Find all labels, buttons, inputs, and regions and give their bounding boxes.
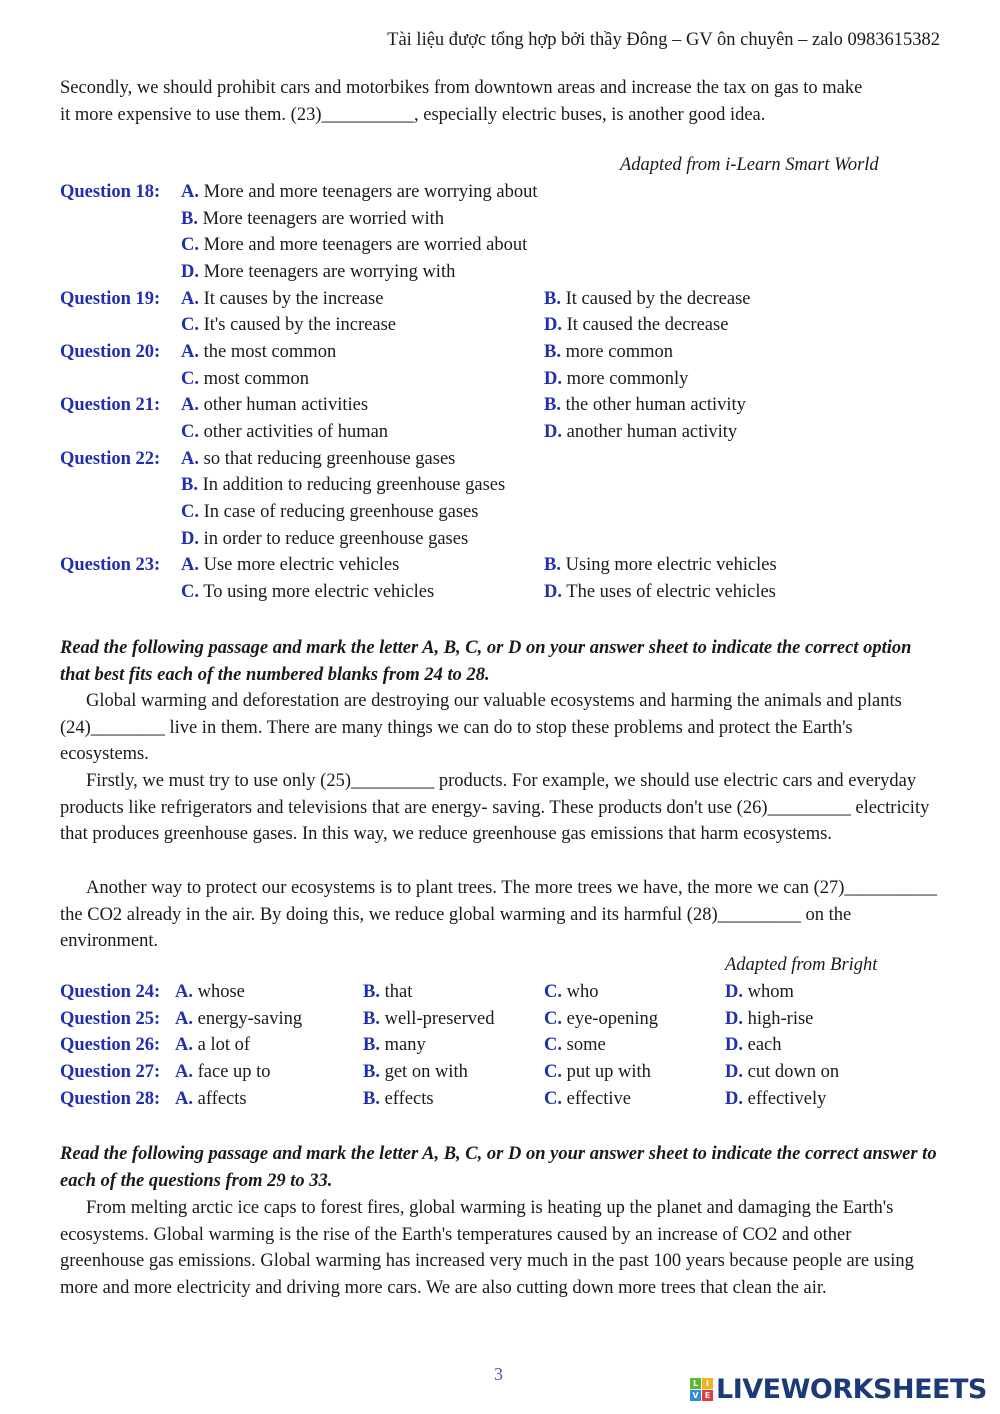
q18-option-a[interactable]: [181, 182, 538, 203]
option-text: other human activities: [203, 395, 369, 415]
option-letter: B.: [544, 555, 561, 575]
q19-option-b[interactable]: [544, 289, 751, 310]
option-letter: A.: [175, 1035, 193, 1055]
q27-option-b[interactable]: [363, 1062, 468, 1083]
q28-option-d[interactable]: [725, 1089, 826, 1110]
q21-option-a[interactable]: [181, 395, 368, 416]
question-26-row: [60, 1035, 160, 1056]
q23-option-b[interactable]: [544, 555, 777, 576]
q21-option-b[interactable]: [544, 395, 746, 416]
option-letter: D.: [544, 315, 562, 335]
q26-option-d[interactable]: [725, 1035, 782, 1056]
option-text: Using more electric vehicles: [565, 555, 777, 575]
option-letter: D.: [725, 982, 743, 1002]
option-letter: D.: [181, 262, 199, 282]
q26-option-c[interactable]: [544, 1035, 606, 1056]
option-letter: A.: [181, 395, 199, 415]
intro-line-2: it more expensive to use them. (23)__________, especially electric buses, is another good idea.: [60, 104, 766, 125]
option-text: that: [384, 982, 413, 1002]
option-letter: B.: [181, 475, 198, 495]
logo-tile-e: E: [702, 1390, 713, 1401]
option-letter: C.: [181, 422, 199, 442]
option-letter: C.: [544, 1009, 562, 1029]
option-letter: C.: [181, 502, 199, 522]
option-letter: B.: [363, 1009, 380, 1029]
option-letter: A.: [181, 449, 199, 469]
q19-option-d[interactable]: [544, 315, 728, 336]
q28-option-b[interactable]: [363, 1089, 434, 1110]
option-letter: C.: [544, 1062, 562, 1082]
option-letter: D.: [181, 529, 199, 549]
option-letter: D.: [725, 1035, 743, 1055]
question-21-label: Question 21:: [60, 395, 161, 415]
option-letter: A.: [181, 182, 199, 202]
option-letter: A.: [181, 342, 199, 362]
option-text: more commonly: [566, 369, 689, 389]
option-text: More teenagers are worried with: [202, 209, 445, 229]
option-letter: A.: [175, 1089, 193, 1109]
option-letter: B.: [363, 1089, 380, 1109]
option-letter: B.: [363, 1035, 380, 1055]
option-text: It causes by the increase: [203, 289, 384, 309]
option-text: In case of reducing greenhouse gases: [203, 502, 479, 522]
question-22-label: Question 22:: [60, 449, 161, 469]
option-letter: D.: [725, 1089, 743, 1109]
question-28-row: [60, 1089, 160, 1110]
q21-option-d[interactable]: [544, 422, 737, 443]
option-text: in order to reduce greenhouse gases: [203, 529, 469, 549]
q20-option-a[interactable]: [181, 342, 336, 363]
option-letter: C.: [544, 1089, 562, 1109]
q22-option-c[interactable]: [181, 502, 478, 523]
option-text: More and more teenagers are worried about: [203, 235, 528, 255]
section-2-instruction: Read the following passage and mark the letter A, B, C, or D on your answer sheet to indicate the correct option that best fits each of the numbered blanks from 24 to 28.: [60, 638, 912, 685]
passage-2-paragraph-3: Another way to protect our ecosystems is to plant trees. The more trees we have, the more we can (27)__________ the CO2 already in the air. By doing this, we reduce global warming and its harmful (28)_________ on the environment.: [60, 878, 937, 952]
option-letter: A.: [175, 1062, 193, 1082]
q22-option-a[interactable]: [181, 449, 455, 470]
option-text: get on with: [384, 1062, 468, 1082]
option-text: each: [747, 1035, 782, 1055]
logo-tile-v: V: [690, 1390, 701, 1401]
option-letter: B.: [363, 982, 380, 1002]
option-text: whom: [747, 982, 794, 1002]
option-text: so that reducing greenhouse gases: [203, 449, 456, 469]
option-letter: A.: [175, 1009, 193, 1029]
option-text: It's caused by the increase: [203, 315, 396, 335]
option-text: many: [384, 1035, 426, 1055]
option-letter: D.: [544, 422, 562, 442]
source-citation: Adapted from i-Learn Smart World: [620, 155, 879, 175]
option-letter: A.: [181, 555, 199, 575]
option-letter: B.: [181, 209, 198, 229]
q24-option-c[interactable]: [544, 982, 599, 1003]
option-text: eye-opening: [566, 1009, 659, 1029]
question-25-row: [60, 1009, 160, 1030]
q24-option-a[interactable]: [175, 982, 245, 1003]
option-letter: D.: [725, 1062, 743, 1082]
option-text: energy-saving: [197, 1009, 303, 1029]
option-text: put up with: [566, 1062, 651, 1082]
option-text: the other human activity: [565, 395, 746, 415]
option-text: the most common: [203, 342, 337, 362]
option-letter: A.: [175, 982, 193, 1002]
question-20-label: Question 20:: [60, 342, 161, 362]
q18-option-d[interactable]: [181, 262, 455, 283]
q20-option-b[interactable]: [544, 342, 673, 363]
option-letter: D.: [544, 369, 562, 389]
passage-3-paragraph-1: From melting arctic ice caps to forest fires, global warming is heating up the planet and damaging the Earth's ecosystems. Global warming is the rise of the Earth's temperatures caused by an increase of CO2 and other greenhouse gas emissions. Global warming has increased very much in the past 100 years because people are using more and more electricity and driving more cars. We are also cutting down more trees that clean the air.: [60, 1198, 914, 1298]
question-23-label: Question 23:: [60, 555, 161, 575]
question-19-label: Question 19:: [60, 289, 161, 309]
option-text: effects: [384, 1089, 434, 1109]
q26-option-a[interactable]: [175, 1035, 250, 1056]
option-text: In addition to reducing greenhouse gases: [202, 475, 506, 495]
q25-option-d[interactable]: [725, 1009, 813, 1030]
q25-option-c[interactable]: [544, 1009, 658, 1030]
q28-option-c[interactable]: [544, 1089, 631, 1110]
question-26-label: Question 26:: [60, 1035, 161, 1055]
option-letter: B.: [363, 1062, 380, 1082]
option-text: a lot of: [197, 1035, 251, 1055]
option-text: affects: [197, 1089, 247, 1109]
q20-option-d[interactable]: [544, 369, 688, 390]
q27-option-a[interactable]: [175, 1062, 271, 1083]
q27-option-c[interactable]: [544, 1062, 651, 1083]
q23-option-a[interactable]: [181, 555, 399, 576]
q22-option-d[interactable]: [181, 529, 468, 550]
q23-option-d[interactable]: [544, 582, 776, 603]
option-text: well-preserved: [384, 1009, 495, 1029]
q24-option-b[interactable]: [363, 982, 412, 1003]
q19-option-a[interactable]: [181, 289, 383, 310]
q26-option-b[interactable]: [363, 1035, 426, 1056]
q25-option-b[interactable]: [363, 1009, 495, 1030]
option-text: Use more electric vehicles: [203, 555, 400, 575]
option-text: another human activity: [566, 422, 738, 442]
option-letter: C.: [544, 1035, 562, 1055]
option-text: more common: [565, 342, 673, 362]
option-text: other activities of human: [203, 422, 389, 442]
q18-option-b[interactable]: [181, 209, 444, 230]
section-3-instruction: Read the following passage and mark the letter A, B, C, or D on your answer sheet to indicate the correct answer to each of the questions from 29 to 33.: [60, 1144, 937, 1191]
option-text: whose: [197, 982, 245, 1002]
option-text: face up to: [197, 1062, 271, 1082]
question-24-label: Question 24:: [60, 982, 161, 1002]
option-letter: B.: [544, 342, 561, 362]
q18-option-c[interactable]: [181, 235, 527, 256]
question-25-label: Question 25:: [60, 1009, 161, 1029]
option-text: some: [566, 1035, 606, 1055]
option-text: It caused by the decrease: [565, 289, 751, 309]
option-text: effective: [566, 1089, 631, 1109]
question-27-label: Question 27:: [60, 1062, 161, 1082]
logo-tile-i: I: [702, 1378, 713, 1389]
question-18-label: Question 18:: [60, 182, 161, 202]
option-text: The uses of electric vehicles: [566, 582, 776, 602]
option-text: who: [566, 982, 599, 1002]
option-letter: A.: [181, 289, 199, 309]
passage-2-paragraph-2: Firstly, we must try to use only (25)_________ products. For example, we should use electric cars and everyday products like refrigerators and televisions that are energy- saving. These products don't use (26)_________ electricity that produces greenhouse gases. In this way, we reduce greenhouse gas emissions that harm ecosystems.: [60, 771, 930, 845]
question-24-row: [60, 982, 160, 1003]
liveworksheets-logo[interactable]: [690, 1374, 987, 1405]
question-28-label: Question 28:: [60, 1089, 161, 1109]
question-27-row: [60, 1062, 160, 1083]
option-letter: D.: [725, 1009, 743, 1029]
intro-paragraph: [60, 75, 862, 128]
q25-option-a[interactable]: [175, 1009, 302, 1030]
option-letter: C.: [181, 369, 199, 389]
option-text: More and more teenagers are worrying about: [203, 182, 538, 202]
passage-2-paragraph-1: Global warming and deforestation are destroying our valuable ecosystems and harming the animals and plants (24)________ live in them. There are many things we can do to stop these problems and protect the Earth's ecosystems.: [60, 691, 902, 765]
logo-tiles-icon: [690, 1378, 713, 1401]
intro-line-1: Secondly, we should prohibit cars and motorbikes from downtown areas and increase the tax on gas to make: [60, 78, 863, 98]
option-letter: C.: [181, 582, 199, 602]
page-number: 3: [494, 1364, 503, 1384]
logo-tile-l: L: [690, 1378, 701, 1389]
option-text: More teenagers are worrying with: [203, 262, 456, 282]
option-text: high-rise: [747, 1009, 814, 1029]
option-letter: D.: [544, 582, 562, 602]
option-letter: C.: [181, 315, 199, 335]
q28-option-a[interactable]: [175, 1089, 247, 1110]
q24-option-d[interactable]: [725, 982, 794, 1003]
logo-text: LIVEWORKSHEETS: [716, 1374, 987, 1405]
option-letter: C.: [181, 235, 199, 255]
option-text: effectively: [747, 1089, 827, 1109]
option-text: cut down on: [747, 1062, 840, 1082]
q20-option-c[interactable]: [181, 369, 309, 390]
option-text: most common: [203, 369, 309, 389]
q22-option-b[interactable]: [181, 475, 505, 496]
option-letter: C.: [544, 982, 562, 1002]
q23-option-c[interactable]: [181, 582, 434, 603]
q27-option-d[interactable]: [725, 1062, 839, 1083]
page-header: Tài liệu được tổng hợp bởi thầy Đông – GV ôn chuyên – zalo 0983615382: [387, 30, 940, 50]
q19-option-c[interactable]: [181, 315, 396, 336]
source-citation-2: Adapted from Bright: [725, 955, 878, 975]
q21-option-c[interactable]: [181, 422, 388, 443]
option-text: It caused the decrease: [566, 315, 729, 335]
option-letter: B.: [544, 289, 561, 309]
option-letter: B.: [544, 395, 561, 415]
option-text: To using more electric vehicles: [203, 582, 435, 602]
